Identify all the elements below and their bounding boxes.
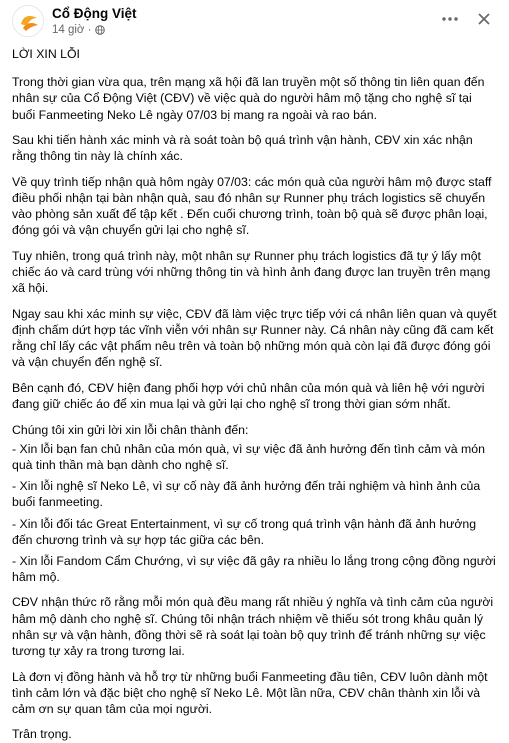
globe-icon: [95, 25, 105, 35]
closing: Trân trọng.: [12, 727, 72, 742]
paragraph-5: Ngay sau khi xác minh sự việc, CĐV đã làm việc trực tiếp với cá nhân liên quan và quyết định chấm dứt hợp tác vĩnh viễn với nhân sự Runner này. Cá nhân này cũng đã cam kết rằng chỉ lấy các vật phẩm nêu trên và toàn bộ những món quà còn lại đã được đóng gói và vận chuyển đến nghệ sĩ.: [12, 306, 497, 370]
post-title: LỜI XIN LỖI: [12, 47, 80, 61]
paragraph-3: Về quy trình tiếp nhận quà hôm ngày 07/03: các món quà của người hâm mộ được staff điều phối nhận tại bàn nhận quà, sau đó nhân sự Runner phụ trách logistics sẽ chuyển vào phòng sản xuất để tập kết . Đến cuối chương trình, toàn bộ quà sẽ được phân loại, đóng gói và vận chuyển gửi lại cho nghệ sĩ.: [12, 174, 492, 238]
logo-icon: [13, 6, 44, 37]
post-meta: [52, 24, 105, 36]
paragraph-8: Là đơn vị đồng hành và hỗ trợ từ những buổi Fanmeeting đầu tiên, CĐV luôn dành một tình cảm lớn và đặc biệt cho nghệ sĩ Neko Lê. Một lần nữa, CĐV chân thành xin lỗi và cảm ơn sự quan tâm của mọi người.: [12, 669, 488, 716]
close-button[interactable]: [471, 6, 497, 32]
apology-intro: Chúng tôi xin gửi lời xin lỗi chân thành đến:: [12, 422, 249, 437]
paragraph-6: Bên cạnh đó, CĐV hiện đang phối hợp với chủ nhân của món quà và liên hệ với người đang giữ chiếc áo để xin mua lại và gửi lại cho nghệ sĩ trong thời gian sớm nhất.: [12, 380, 485, 412]
post-header: [12, 0, 497, 46]
apology-item: - Xin lỗi Fandom Cẩm Chướng, vì sự việc đã gây ra nhiều lo lắng trong cộng đồng người hâm mộ.: [12, 554, 496, 585]
post-body: [12, 46, 497, 743]
page-name[interactable]: Cổ Động Việt: [52, 6, 137, 21]
header-actions: [437, 6, 497, 32]
page-avatar[interactable]: [12, 5, 44, 37]
post-time[interactable]: 14 giờ ·: [52, 24, 92, 36]
paragraph-4: Tuy nhiên, trong quá trình này, một nhân sự Runner phụ trách logistics đã tự ý lấy một chiếc áo và card trùng với những thông tin và hình ảnh đang được lan truyền trên mạng xã hội.: [12, 248, 491, 296]
more-button[interactable]: [437, 6, 463, 32]
apology-item: - Xin lỗi nghệ sĩ Neko Lê, vì sự cố này đã ảnh hưởng đến trải nghiệm và hình ảnh của buổi fanmeeting.: [12, 479, 481, 510]
close-icon: [478, 13, 490, 25]
apology-list: [12, 422, 497, 586]
apology-item: - Xin lỗi đối tác Great Entertainment, vì sự cố trong quá trình vận hành đã ảnh hưởng đến chương trình và sự hợp tác giữa các bên.: [12, 516, 477, 547]
apology-item: - Xin lỗi bạn fan chủ nhân của món quà, vì sự việc đã ảnh hưởng đến tình cảm và món quà tinh thần mà bạn dành cho nghệ sĩ.: [12, 441, 485, 473]
more-icon: [442, 17, 458, 21]
paragraph-7: CĐV nhận thức rõ rằng mỗi món quà đều mang rất nhiều ý nghĩa và tình cảm của người hâm mộ dành cho nghệ sĩ. Chúng tôi nhận trách nhiệm về thiếu sót trong khâu quản lý nhân sự và vận hành, đồng thời sẽ rà soát lại toàn bộ quy trình để tránh những sự việc tương tự xảy ra trong tương lai.: [12, 595, 494, 659]
paragraph-1: Trong thời gian vừa qua, trên mạng xã hội đã lan truyền một số thông tin liên quan đến nhân sự của Cổ Động Việt (CĐV) về việc quà do người hâm mộ tặng cho nghệ sĩ tại buổi Fanmeeting Neko Lê ngày 07/03 bị mang ra ngoài và rao bán.: [12, 75, 485, 122]
paragraph-2: Sau khi tiến hành xác minh và rà soát toàn bộ quá trình vận hành, CĐV xin xác nhận rằng thông tin này là chính xác.: [12, 133, 473, 164]
